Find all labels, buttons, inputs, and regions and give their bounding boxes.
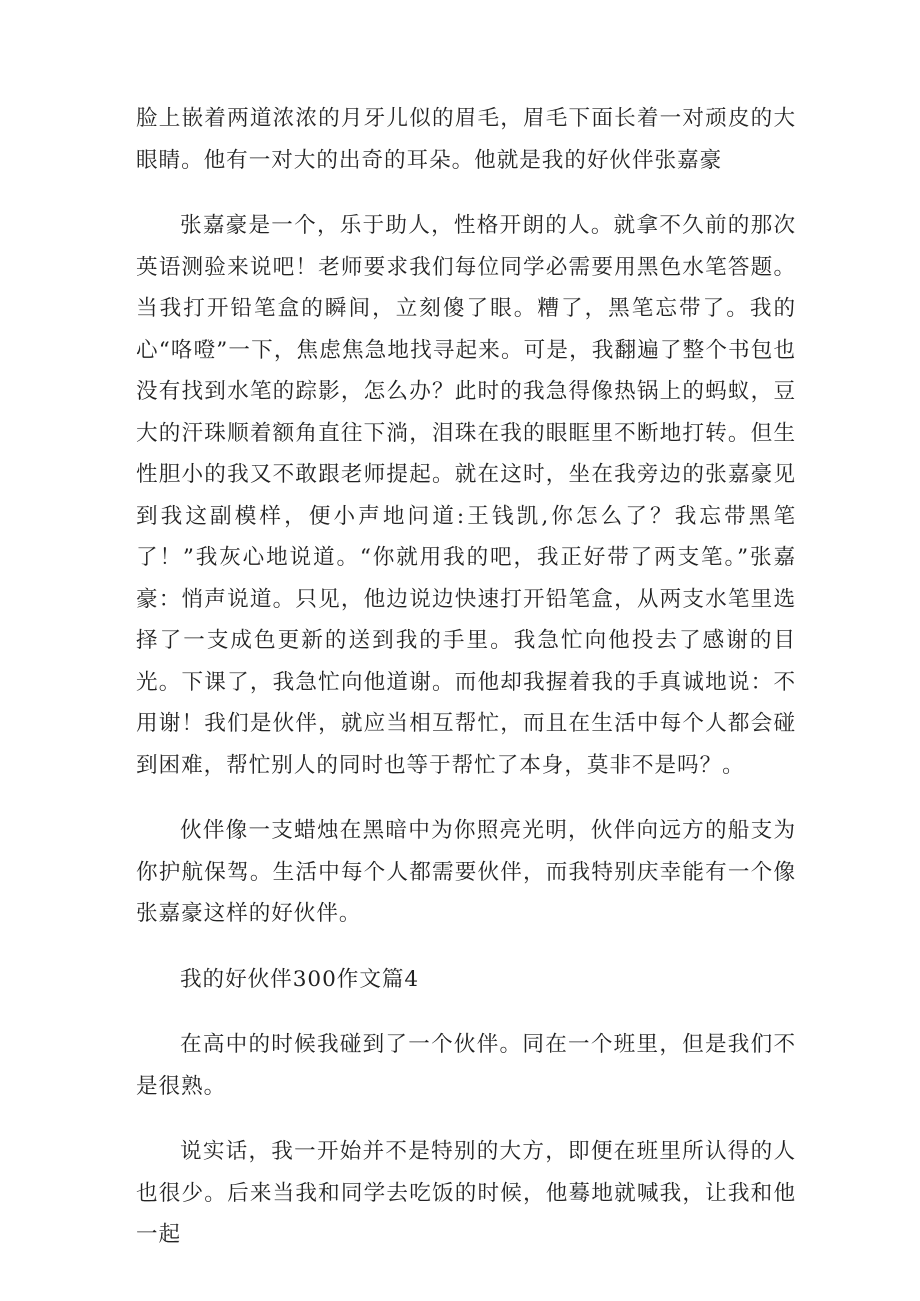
paragraph-story: 张嘉豪是一个，乐于助人，性格开朗的人。就拿不久前的那次英语测验来说吧！老师要求我们每位同学必需要用黑色水笔答题。当我打开铅笔盒的瞬间，立刻傻了眼。糟了，黑笔忘带了。我的心“咯噔”一下，焦虑焦急地找寻起来。可是，我翻遍了整个书包也没有找到水笔的踪影，怎么办？此时的我急得像热锅上的蚂蚁，豆大的汗珠顺着额角直往下淌，泪珠在我的眼眶里不断地打转。但生性胆小的我又不敢跟老师提起。就在这时，坐在我旁边的张嘉豪见到我这副模样，便小声地问道:王钱凯,你怎么了？我忘带黑笔了！”我灰心地说道。“你就用我的吧，我正好带了两支笔。”张嘉豪：悄声说道。只见，他边说边快速打开铅笔盒，从两支水笔里选择了一支成色更新的送到我的手里。我急忙向他投去了感谢的目光。下课了，我急忙向他道谢。而他却我握着我的手真诚地说：不用谢！我们是伙伴，就应当相互帮忙，而且在生活中每个人都会碰到困难，帮忙别人的同时也等于帮忙了本身，莫非不是吗？。	[136, 213, 796, 778]
paragraph-truth: 说实话，我一开始并不是特别的大方，即便在班里所认得的人也很少。后来当我和同学去吃饭的时候，他蓦地就喊我，让我和他一起	[136, 1139, 796, 1247]
paragraph-intro: 脸上嵌着两道浓浓的月牙儿似的眉毛，眉毛下面长着一对顽皮的大眼睛。他有一对大的出奇的耳朵。他就是我的好伙伴张嘉豪	[136, 106, 796, 173]
paragraph-conclusion: 伙伴像一支蜡烛在黑暗中为你照亮光明，伙伴向远方的船支为你护航保驾。生活中每个人都需要伙伴，而我特别庆幸能有一个像张嘉豪这样的好伙伴。	[136, 818, 796, 926]
paragraph-high-school: 在高中的时候我碰到了一个伙伴。同在一个班里，但是我们不是很熟。	[136, 1032, 796, 1099]
document-page	[136, 98, 796, 1256]
section-heading: 我的好伙伴300作文篇4	[180, 966, 420, 992]
